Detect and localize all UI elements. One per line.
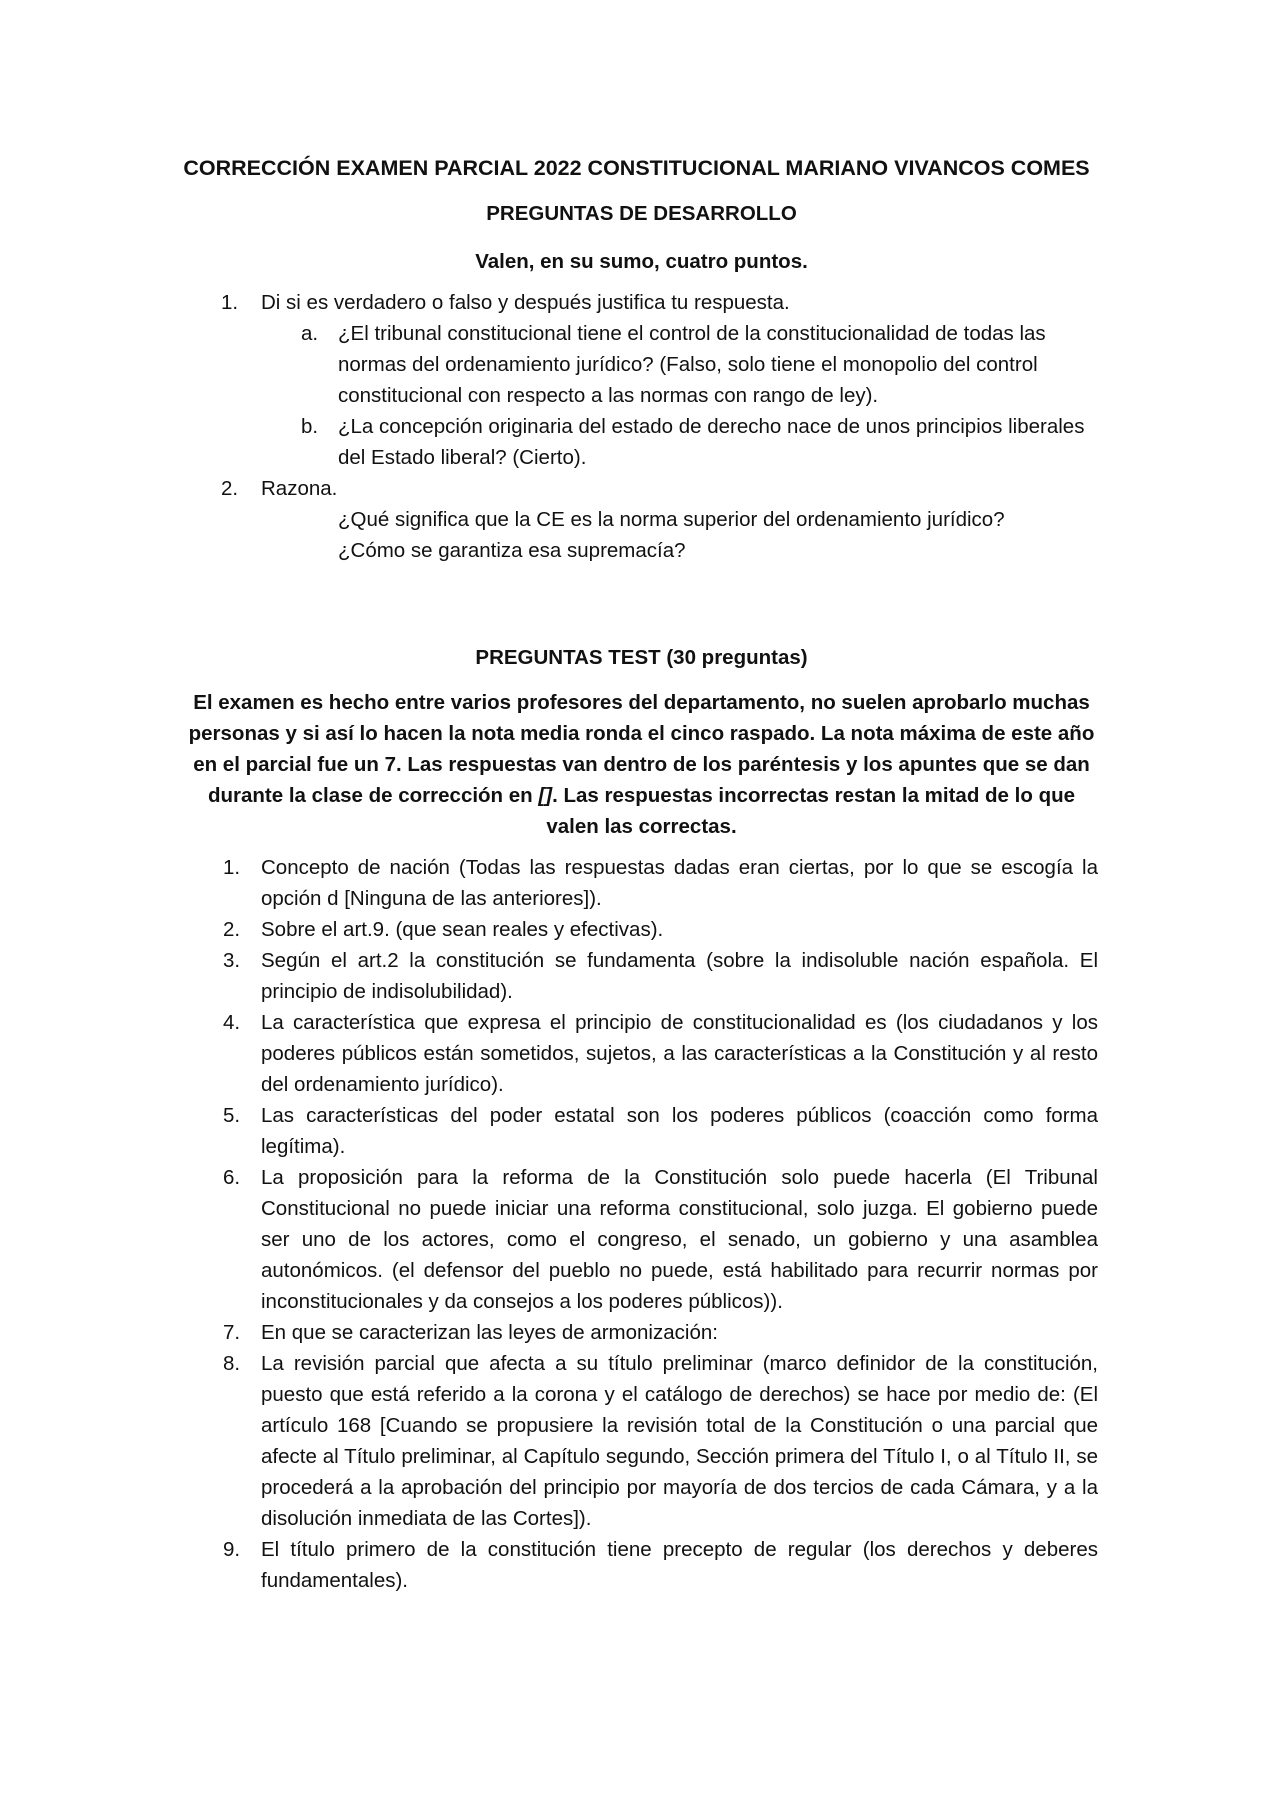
section-title-desarrollo: PREGUNTAS DE DESARROLLO [486,202,797,225]
test-intro-text-b: . Las respuestas incorrectas restan la mitad de lo que valen las correctas. [546,784,1076,838]
document-content [185,153,1098,1596]
item-text: La revisión parcial que afecta a su título preliminar (marco definidor de la constitución, puesto que está referido a la corona y el catálogo de derechos) se hace por medio de: (El artículo 168 [Cuando se propusiere la revisión total de la Constitución o una parcial que afecte al Título preliminar, al Capítulo segundo, Sección primera del Título I, o al Título II, se procederá a la aprobación del principio por mayoría de dos tercios de cada Cámara, y a la disolución inmediata de las Cortes]). [261,1352,1098,1530]
development-questions-list [185,287,1098,566]
item-number: 2. [221,477,239,500]
reasoning-question: ¿Cómo se garantiza esa supremacía? [338,539,686,562]
sub-list-item [261,411,1098,473]
item-text: La característica que expresa el principio de constitucionalidad es (los ciudadanos y los poderes públicos están sometidos, sujetos, a las características a la Constitución y al resto del ordenamiento jurídico). [261,1011,1098,1096]
sub-questions-list [185,318,1098,473]
list-item [185,1348,1098,1534]
item-text: En que se caracterizan las leyes de armonización: [261,1321,718,1344]
item-number: 7. [223,1321,241,1344]
document-title: CORRECCIÓN EXAMEN PARCIAL 2022 CONSTITUCIONAL MARIANO VIVANCOS COMES [183,156,1090,180]
item-number: 8. [223,1352,241,1375]
list-item [185,1100,1098,1162]
item-text: Concepto de nación (Todas las respuestas dadas eran ciertas, por lo que se escogía la opción d [Ninguna de las anteriores]). [261,856,1098,910]
sub-item-letter: a. [301,322,319,345]
item-text: Di si es verdadero o falso y después justifica tu respuesta. [261,291,790,314]
test-intro-brackets: [] [538,784,553,807]
sub-item-text: ¿La concepción originaria del estado de derecho nace de unos principios liberales del Estado liberal? (Cierto). [338,415,1085,469]
list-item [185,852,1098,914]
item-number: 5. [223,1104,241,1127]
item-text: Razona. [261,477,338,500]
item-number: 3. [223,949,241,972]
section-note-desarrollo: Valen, en su sumo, cuatro puntos. [475,250,808,273]
sub-list-item [261,318,1098,411]
item-number: 9. [223,1538,241,1561]
list-item [185,473,1098,504]
section-title-test: PREGUNTAS TEST (30 preguntas) [475,646,808,669]
item-number: 6. [223,1166,241,1189]
item-text: Las características del poder estatal son los poderes públicos (coacción como forma legítima). [261,1104,1098,1158]
list-item [185,914,1098,945]
item-number: 4. [223,1011,241,1034]
test-questions-list [185,852,1098,1596]
item-text: El título primero de la constitución tiene precepto de regular (los derechos y deberes fundamentales). [261,1538,1098,1592]
sub-item-letter: b. [301,415,319,438]
test-intro-text-a: El examen es hecho entre varios profesores del departamento, no suelen aprobarlo muchas personas y si así lo hacen la nota media ronda el cinco raspado. La nota máxima de este año en el parcial fue un 7. Las respuestas van dentro de los paréntesis y los apuntes que se dan durante la clase de corrección en [188,691,1095,807]
reasoning-question: ¿Qué significa que la CE es la norma superior del ordenamiento jurídico? [338,508,1005,531]
item-number: 1. [223,856,241,879]
list-item [185,945,1098,1007]
item-text: La proposición para la reforma de la Constitución solo puede hacerla (El Tribunal Constitucional no puede iniciar una reforma constitucional, solo juzga. El gobierno puede ser uno de los actores, como el congreso, el senado, un gobierno y una asamblea autonómicos. (el defensor del pueblo no puede, está habilitado para recurrir normas por inconstitucionales y da consejos a los poderes públicos)). [261,1166,1098,1313]
list-item [185,1534,1098,1596]
list-item [185,1162,1098,1317]
item-text: Sobre el art.9. (que sean reales y efectivas). [261,918,664,941]
item-text: Según el art.2 la constitución se fundamenta (sobre la indisoluble nación española. El principio de indisolubilidad). [261,949,1098,1003]
test-intro-paragraph [185,687,1098,842]
sub-item-text: ¿El tribunal constitucional tiene el control de la constitucionalidad de todas las normas del ordenamiento jurídico? (Falso, solo tiene el monopolio del control constitucional con respecto a las normas con rango de ley). [338,322,1046,407]
list-item [185,287,1098,318]
item-number: 1. [221,291,239,314]
list-item [185,1317,1098,1348]
item-number: 2. [223,918,241,941]
list-item [185,1007,1098,1100]
